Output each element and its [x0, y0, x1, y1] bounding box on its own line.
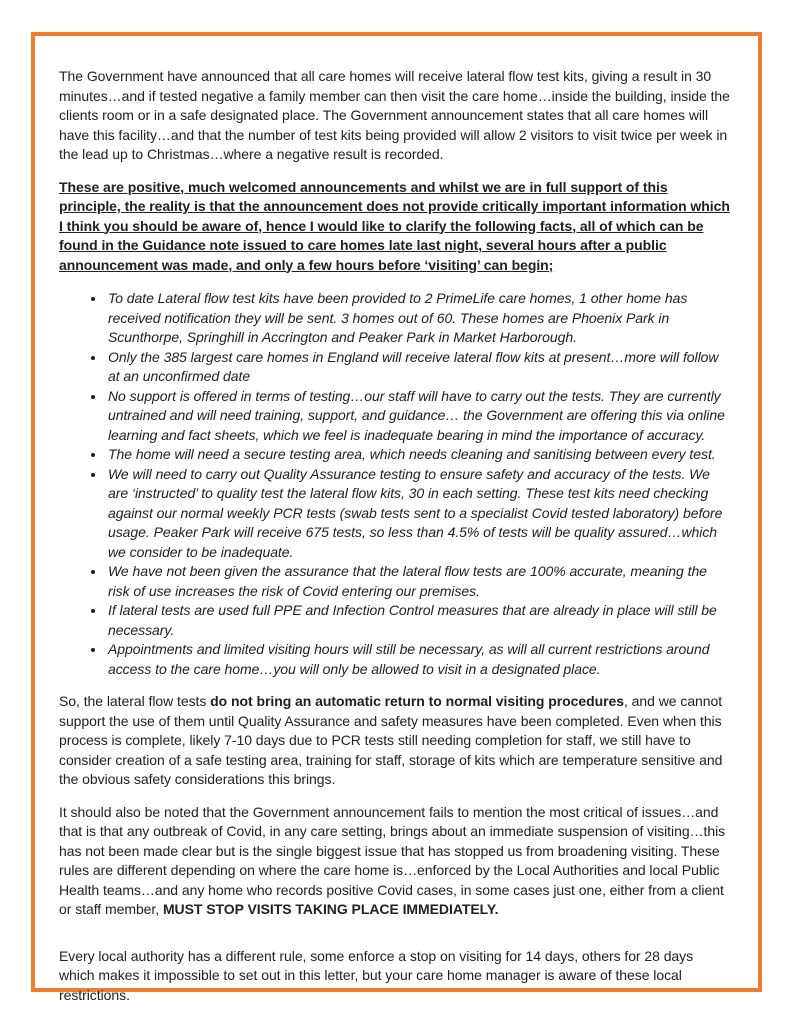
fact-item — [106, 465, 732, 563]
fact-text: To date Lateral flow test kits have been provided to 2 PrimeLife care homes, 1 other home has received notification they will be sent. 3 homes out of 60. These homes are Phoenix Park in Scunthorpe, Springhill in Accrington and Peaker Park in Market Harborough. — [108, 290, 688, 345]
fact-text: Only the 385 largest care homes in England will receive lateral flow kits at present…more will follow at an unconfirmed date — [108, 348, 719, 384]
fact-item — [106, 445, 732, 465]
fact-item — [106, 289, 732, 348]
intro-text: The Government have announced that all care homes will receive lateral flow test kits, giving a result in 30 minutes…and if tested negative a family member can then visit the care home…inside the building, inside the clients room or in a safe designated place. The Government announcement states that all care homes will have this facility…and that the number of test kits being provided will allow 2 visitors to visit twice per week in the lead up to Christmas…where a negative result is recorded. — [59, 68, 730, 162]
critical-paragraph — [59, 803, 732, 920]
page-border — [31, 32, 762, 1003]
facts-list — [59, 289, 732, 679]
fact-text: The home will need a secure testing area, which needs cleaning and sanitising between every test. — [108, 446, 716, 462]
alert-paragraph — [59, 178, 732, 276]
fact-text: No support is offered in terms of testing…our staff will have to carry out the tests. They are currently untrained and will need training, support, and guidance… the Government are offering this via online learning and fact sheets, which we feel is inadequate bearing in mind the importance of accuracy. — [108, 387, 725, 443]
intro-paragraph — [59, 67, 732, 165]
closing-paragraph — [59, 947, 732, 1006]
fact-item — [106, 387, 732, 446]
summary-paragraph — [59, 692, 732, 790]
fact-text: We have not been given the assurance that the lateral flow tests are 100% accurate, meaning the risk of use increases the risk of Covid entering our premises. — [108, 563, 707, 599]
alert-text: These are positive, much welcomed announcements and whilst we are in full support of this principle, the reality is that the announcement does not provide critically important information which I think you should be aware of, hence I would like to clarify the following facts, all of which can be found in the Guidance note issued to care homes late last night, several hours after a public announcement was made, and only a few hours before ‘visiting’ can begin; — [59, 178, 730, 273]
letter-body — [35, 36, 758, 1005]
fact-text: If lateral tests are used full PPE and Infection Control measures that are already in place will still be necessary. — [108, 602, 717, 638]
fact-item — [106, 640, 732, 679]
fact-item — [106, 601, 732, 640]
summary-post: , and we cannot support the use of them until Quality Assurance and safety measures have been completed. Even when this process is complete, likely 7-10 days due to PCR tests still needing completion for staff, we still have to consider creation of a safe testing area, training for staff, storage of kits which are temperature sensitive and the obvious safety considerations this brings. — [59, 693, 723, 787]
critical-pre: It should also be noted that the Government announcement fails to mention the most critical of issues…and that is that any outbreak of Covid, in any care setting, brings about an immediate suspension of visiting…this has not been made clear but is the single biggest issue that has stopped us from broadening visiting. These rules are different depending on where the care home is…enforced by the Local Authorities and local Public Health teams…and any home who records positive Covid cases, in some cases just one, either from a client or staff member, — [59, 803, 726, 917]
closing-text: Every local authority has a different rule, some enforce a stop on visiting for 14 days, others for 28 days which makes it impossible to set out in this letter, but your care home manager is aware of these local restrictions. — [59, 947, 694, 1003]
fact-item — [106, 562, 732, 601]
fact-text: We will need to carry out Quality Assurance testing to ensure safety and accuracy of the tests. We are ‘instructed’ to quality test the lateral flow kits, 30 in each setting. These test kits need checking against our normal weekly PCR tests (swab tests sent to a specialist Covid tested laboratory) before usage. Peaker Park will receive 675 tests, so less than 4.5% of tests will be quality assured…which we consider to be inadequate. — [108, 465, 723, 560]
fact-item — [106, 348, 732, 387]
critical-bold: MUST STOP VISITS TAKING PLACE IMMEDIATELY. — [162, 901, 499, 917]
summary-bold: do not bring an automatic return to normal visiting procedures — [210, 693, 624, 709]
fact-text: Appointments and limited visiting hours will still be necessary, as will all current restrictions around access to the care home…you will only be allowed to visit in a designated place. — [108, 641, 710, 677]
summary-pre: So, the lateral flow tests — [59, 693, 211, 709]
